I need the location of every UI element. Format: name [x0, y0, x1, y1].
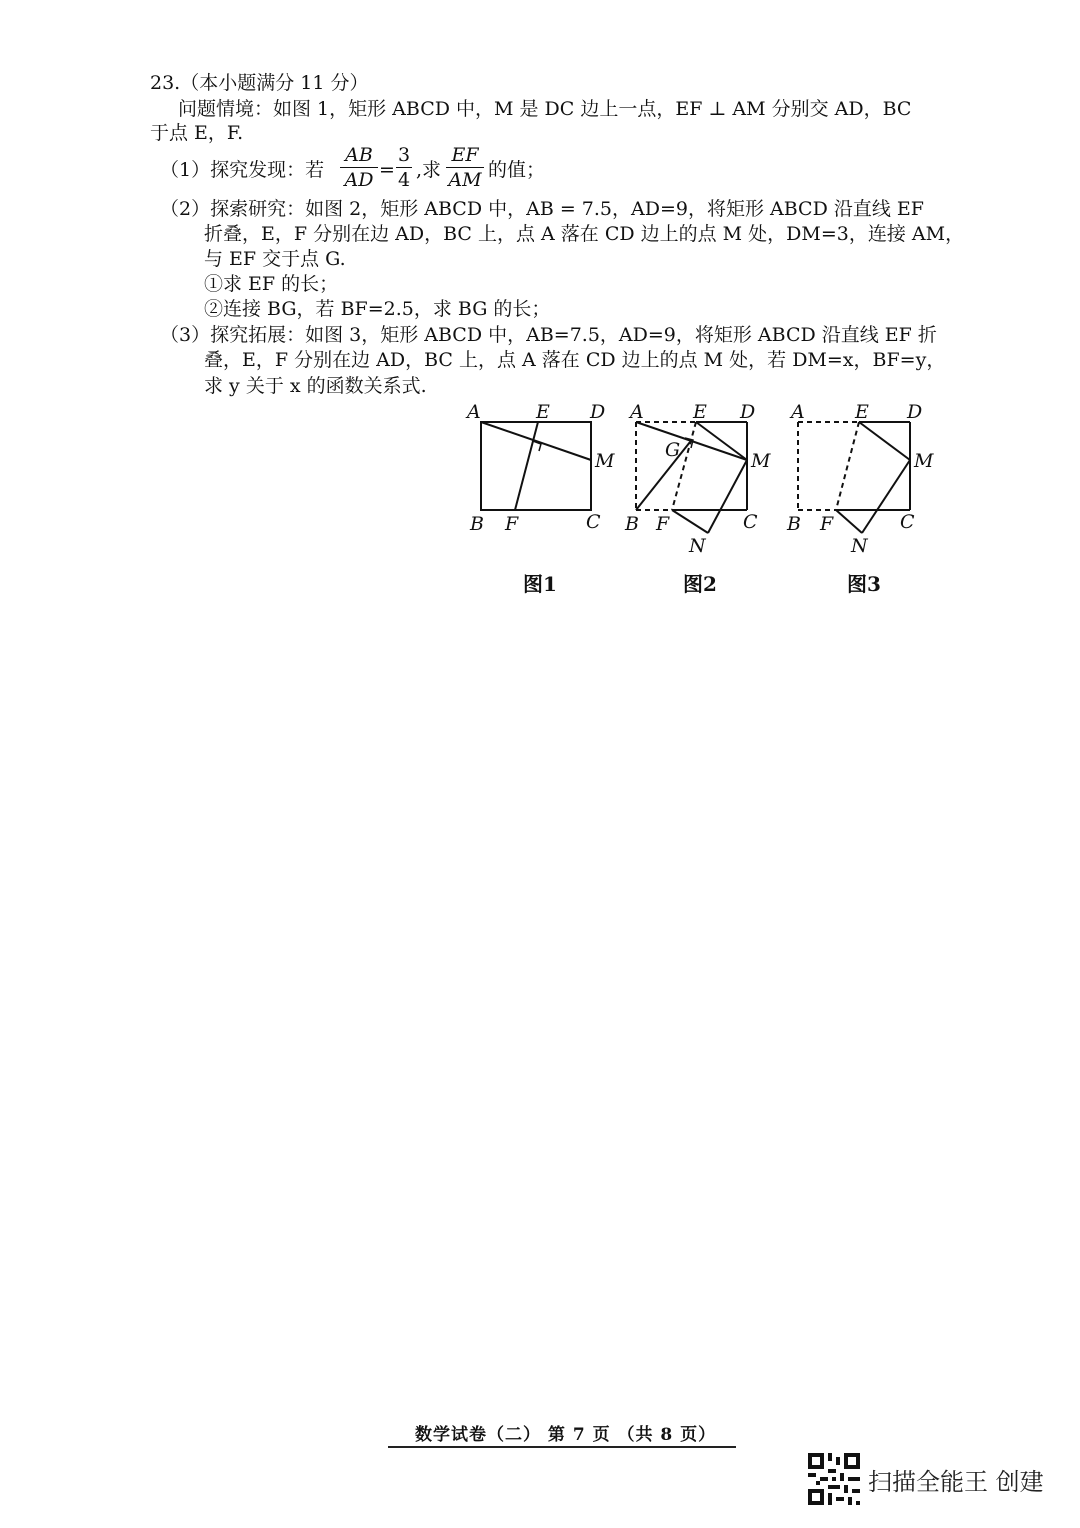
fig2-label-c: C [743, 511, 758, 533]
fraction-numerator: EF [446, 143, 484, 168]
intro-line-1: 问题情境：如图 1，矩形 ABCD 中，M 是 DC 边上一点，EF ⊥ AM 分别交 AD，BC [178, 98, 912, 120]
fraction-denominator: AM [448, 169, 482, 191]
fig1-label-d: D [590, 401, 606, 423]
fig2-label-m: M [751, 450, 771, 472]
part2-subquestion-2: ②连接 BG，若 BF=2.5，求 BG 的长； [204, 298, 551, 320]
fig2-segment-nf [672, 510, 708, 533]
figure-1 [481, 422, 591, 510]
fraction-denominator: AD [344, 169, 374, 191]
part3-line-1: （3）探究拓展：如图 3，矩形 ABCD 中，AB=7.5，AD=9，将矩形 ABCD 沿直线 EF 折 [160, 324, 937, 346]
fig1-label-e: E [536, 401, 550, 423]
part1-suffix: 的值； [488, 159, 546, 181]
fig1-label-m: M [595, 450, 615, 472]
part3-line-2: 叠，E，F 分别在边 AD，BC 上，点 A 落在 CD 边上的点 M 处，若 DM=x，BF=y， [204, 349, 946, 371]
fig1-label-f: F [505, 513, 519, 535]
part2-line-1: （2）探索研究：如图 2，矩形 ABCD 中，AB = 7.5，AD=9，将矩形 ABCD 沿直线 EF [160, 198, 924, 220]
fig3-segment-em [859, 422, 910, 460]
fig2-label-e: E [693, 401, 707, 423]
fraction-numerator: AB [340, 143, 378, 168]
figure-3 [798, 422, 910, 533]
fig3-segment-nf [836, 510, 862, 533]
qr-code-icon [808, 1453, 860, 1505]
fig3-caption: 图3 [847, 572, 881, 596]
fig3-dashed-ef [836, 422, 859, 510]
part1-ask: ,求 [416, 159, 442, 181]
fig3-label-d: D [907, 401, 923, 423]
fraction-denominator: 4 [397, 169, 411, 191]
figure-3-labels [786, 401, 934, 557]
fig1-label-a: A [467, 401, 481, 423]
footer-rule [388, 1446, 736, 1448]
watermark-text: 扫描全能王 创建 [868, 1468, 1044, 1496]
part2-line-2: 折叠，E，F 分别在边 AD，BC 上，点 A 落在 CD 边上的点 M 处，DM=3，连接 AM， [204, 223, 965, 245]
fig2-caption: 图2 [683, 572, 717, 596]
figures-diagram [0, 0, 1080, 620]
fig1-label-c: C [586, 511, 601, 533]
fig2-segment-mn [708, 460, 747, 533]
fig2-segment-em [696, 422, 747, 460]
fig2-label-d: D [740, 401, 756, 423]
fig1-label-b: B [470, 513, 484, 535]
fig3-label-m: M [914, 450, 934, 472]
fig2-label-g: G [665, 439, 681, 461]
fig2-label-f: F [656, 513, 670, 535]
fig2-label-n: N [689, 535, 706, 557]
fig2-label-b: B [625, 513, 639, 535]
page-footer: 数学试卷（二） 第 7 页 （共 8 页） [415, 1425, 717, 1445]
fig3-label-n: N [851, 535, 868, 557]
part2-line-3: 与 EF 交于点 G. [204, 248, 346, 270]
fig2-label-a: A [630, 401, 644, 423]
fig3-label-e: E [855, 401, 869, 423]
question-title: 23.（本小题满分 11 分） [150, 72, 369, 94]
fig2-segment-am [636, 422, 747, 460]
fig1-rectangle [481, 422, 591, 510]
fig3-label-b: B [787, 513, 801, 535]
fig3-label-c: C [900, 511, 915, 533]
part3-line-3: 求 y 关于 x 的函数关系式. [204, 375, 427, 397]
fig3-label-a: A [791, 401, 805, 423]
fig3-label-f: F [820, 513, 834, 535]
equals-sign: = [379, 159, 395, 181]
part1-label: （1）探究发现：若 [160, 159, 325, 181]
fig1-caption: 图1 [523, 572, 557, 596]
intro-line-2: 于点 E，F. [150, 122, 244, 144]
part2-subquestion-1: ①求 EF 的长； [204, 273, 339, 295]
fraction-numerator: 3 [397, 144, 411, 166]
figure-2 [636, 422, 747, 533]
